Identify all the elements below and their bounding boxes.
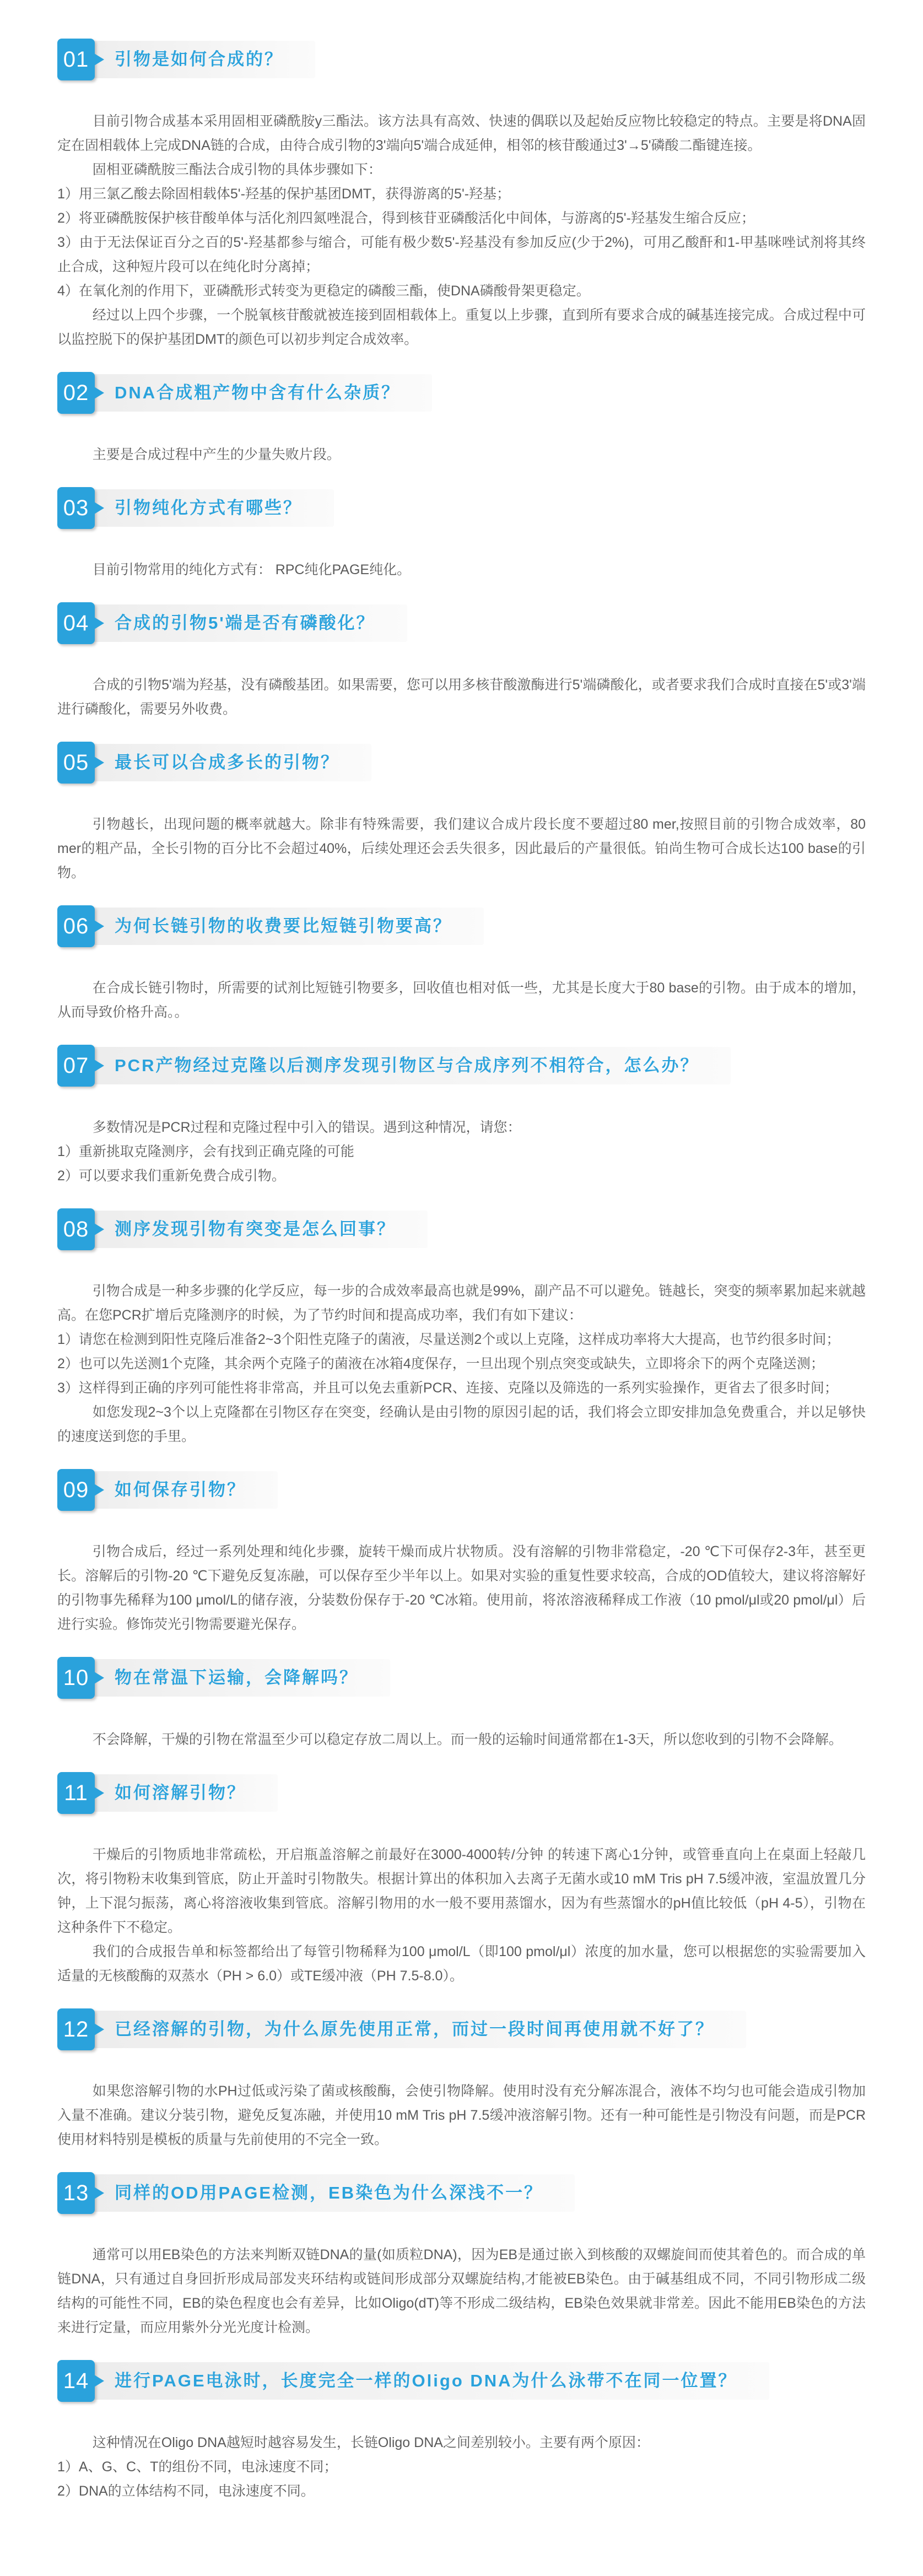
answer-paragraph: 在合成长链引物时，所需要的试剂比短链引物要多，回收值也相对低一些，尤其是长度大于80 base的引物。由于成本的增加，从而导致价格升高。。 [57,980,866,1020]
question-number-badge [57,372,95,414]
arrow-right-icon [94,1787,104,1799]
answer-block [57,2243,866,2340]
question-title: 如何溶解引物？ [57,1774,278,1812]
question-number: 10 [63,1665,89,1690]
question-number-badge [57,1772,95,1814]
faq-section [57,2360,866,2503]
arrow-right-icon [94,53,104,66]
answer-paragraph: 固相亚磷酰胺三酯法合成引物的具体步骤如下： [92,162,382,177]
question-header [57,742,866,784]
faq-section [57,1772,866,1988]
question-number: 06 [63,914,89,938]
answer-block [57,673,866,721]
question-number-badge [57,1208,95,1250]
answer-paragraph: 1）用三氯乙酸去除固相载体5'-羟基的保护基团DMT，获得游离的5'-羟基； [57,186,511,202]
question-header [57,2008,866,2050]
arrow-right-icon [94,502,104,514]
arrow-right-icon [94,387,104,399]
faq-section [57,742,866,885]
answer-block [57,109,866,352]
question-title: DNA合成粗产物中含有什么杂质？ [57,374,432,412]
question-title: 合成的引物5'端是否有磷酸化？ [57,604,407,642]
answer-block [57,1727,866,1752]
answer-block [57,2079,866,2152]
answer-paragraph: 通常可以用EB染色的方法来判断双链DNA的量(如质粒DNA)，因为EB是通过嵌入到核酸的双螺旋间而使其着色的。而合成的单链DNA，只有通过自身回折形成局部发夹环结构或链间形成部分双螺旋结构,才能被EB染色。由于碱基组成不同，不同引物形成二级结构的可能性不同，EB的染色程度也会有差异，比如Oligo(dT)等不形成二级结构，EB染色效果就非常差。因此不能用EB染色的方法来进行定量，而应用紫外分光光度计检测。 [57,2247,866,2335]
question-number: 04 [63,611,89,635]
question-title: 进行PAGE电泳时，长度完全一样的Oligo DNA为什么泳带不在同一位置？ [57,2362,769,2400]
question-number: 02 [63,380,89,405]
question-title: 引物是如何合成的？ [57,41,315,78]
answer-block [57,1843,866,1988]
arrow-right-icon [94,2375,104,2387]
arrow-right-icon [94,1223,104,1235]
answer-paragraph: 不会降解，干燥的引物在常温至少可以稳定存放二周以上。而一般的运输时间通常都在1-3天，所以您收到的引物不会降解。 [92,1732,843,1747]
answer-paragraph: 如您发现2~3个以上克隆都在引物区存在突变，经确认是由引物的原因引起的话，我们将会立即安排加急免费重合，并以足够快的速度送到您的手里。 [57,1405,866,1444]
question-header [57,372,866,414]
question-number-badge [57,2008,95,2050]
question-number-badge [57,602,95,644]
question-header [57,905,866,947]
faq-section [57,905,866,1024]
question-header [57,2360,866,2402]
answer-block [57,558,866,582]
question-header [57,487,866,529]
question-number-badge [57,39,95,80]
question-number-badge [57,1469,95,1511]
answer-paragraph: 这种情况在Oligo DNA越短时越容易发生，长链Oligo DNA之间差别较小。主要有两个原因： [92,2435,650,2450]
faq-section [57,1469,866,1637]
arrow-right-icon [94,617,104,629]
question-number: 14 [63,2368,89,2393]
faq-section [57,1208,866,1449]
question-number: 07 [63,1053,89,1078]
answer-paragraph: 2）可以要求我们重新免费合成引物。 [57,1168,285,1184]
arrow-right-icon [94,757,104,769]
answer-paragraph: 2）DNA的立体结构不同，电泳速度不同。 [57,2483,315,2499]
answer-block [57,1279,866,1449]
question-number: 12 [63,2017,89,2042]
question-number-badge [57,1045,95,1087]
question-header [57,1657,866,1699]
answer-paragraph: 4）在氧化剂的作用下，亚磷酰形式转变为更稳定的磷酸三酯，使DNA磷酸骨架更稳定。 [57,283,590,299]
faq-section [57,487,866,582]
answer-paragraph: 2）也可以先送测1个克隆，其余两个克隆子的菌液在冰箱4度保存，一旦出现个别点突变或缺失，立即将余下的两个克隆送测； [57,1356,824,1371]
question-header [57,602,866,644]
question-title: 测序发现引物有突变是怎么回事？ [57,1211,428,1248]
faq-section [57,2172,866,2340]
answer-block [57,2431,866,2503]
question-title: 引物纯化方式有哪些？ [57,489,334,527]
answer-paragraph: 我们的合成报告单和标签都给出了每管引物稀释为100 μmol/L（即100 pmol/μl）浓度的加水量，您可以根据您的实验需要加入适量的无核酸酶的双蒸水（PH > 6.0）或TE缓冲液（PH 7.5-8.0）。 [57,1944,866,1984]
answer-paragraph: 1）重新挑取克隆测序，会有找到正确克隆的可能 [57,1144,354,1159]
question-number-badge [57,905,95,947]
question-title: PCR产物经过克隆以后测序发现引物区与合成序列不相符合，怎么办？ [57,1047,731,1084]
answer-paragraph: 引物合成是一种多步骤的化学反应，每一步的合成效率最高也就是99%，副产品不可以避免。链越长，突变的频率累加起来就越高。在您PCR扩增后克隆测序的时候，为了节约时间和提高成功率，我们有如下建议： [57,1283,866,1323]
question-number: 11 [64,1780,88,1805]
answer-block [57,1115,866,1188]
answer-paragraph: 目前引物常用的纯化方式有： RPC纯化PAGE纯化。 [92,562,411,577]
question-number: 01 [63,47,89,72]
answer-block [57,1540,866,1637]
answer-paragraph: 干燥后的引物质地非常疏松，开启瓶盖溶解之前最好在3000-4000转/分钟 的转速下离心1分钟，或管垂直向上在桌面上轻敲几次，将引物粉末收集到管底，防止开盖时引物散失。根据计算出的体积加入去离子无菌水或10 mM Tris pH 7.5缓冲液，室温放置几分钟，上下混匀振荡，离心将溶液收集到管底。溶解引物用的水一般不要用蒸馏水，因为有些蒸馏水的pH值比较低（pH 4-5），引物在这种条件下不稳定。 [57,1847,866,1935]
arrow-right-icon [94,2023,104,2035]
answer-paragraph: 3）由于无法保证百分之百的5'-羟基都参与缩合，可能有极少数5'-羟基没有参加反应(少于2%)，可用乙酸酐和1-甲基咪唑试剂将其终止合成，这种短片段可以在纯化时分离掉； [57,235,866,274]
arrow-right-icon [94,1672,104,1684]
answer-paragraph: 合成的引物5'端为羟基，没有磷酸基团。如果需要，您可以用多核苷酸激酶进行5'端磷酸化，或者要求我们合成时直接在5'或3'端进行磷酸化，需要另外收费。 [57,677,866,717]
question-number: 09 [63,1477,89,1502]
question-number: 05 [63,750,89,775]
arrow-right-icon [94,1060,104,1072]
question-title: 同样的OD用PAGE检测，EB染色为什么深浅不一？ [57,2174,575,2212]
question-header [57,2172,866,2214]
answer-paragraph: 1）A、G、C、T的组份不同，电泳速度不同； [57,2459,338,2475]
question-header [57,1772,866,1814]
answer-paragraph: 1）请您在检测到阳性克隆后准备2~3个阳性克隆子的菌液，尽量送测2个或以上克隆，这样成功率将大大提高，也节约很多时间； [57,1332,840,1347]
answer-block [57,812,866,885]
answer-paragraph: 3）这样得到正确的序列可能性将非常高，并且可以免去重新PCR、连接、克隆以及筛选的一系列实验操作，更省去了很多时间； [57,1380,838,1396]
answer-paragraph: 引物合成后，经过一系列处理和纯化步骤，旋转干燥而成片状物质。没有溶解的引物非常稳定，-20 ℃下可保存2-3年，甚至更长。溶解后的引物-20 ℃下避免反复冻融，可以保存至少半年以上。如果对实验的重复性要求较高，合成的OD值较大，建议将溶解好的引物事先稀释为100 μmol/L的储存液，分装数份保存于-20 ℃冰箱。使用前，将浓溶液稀释成工作液（10 pmol/μl或20 pmol/μl）后进行实验。修饰荧光引物需要避光保存。 [57,1544,866,1632]
answer-block [57,442,866,467]
faq-section [57,1045,866,1188]
question-header [57,39,866,80]
answer-paragraph: 引物越长，出现问题的概率就越大。除非有特殊需要，我们建议合成片段长度不要超过80 mer,按照目前的引物合成效率，80 mer的粗产品，全长引物的百分比不会超过40%，后续处理还会丢失很多，因此最后的产量很低。铂尚生物可合成长达100 base的引物。 [57,817,866,881]
faq-section-list [57,39,866,2503]
question-number: 03 [63,495,89,520]
answer-paragraph: 如果您溶解引物的水PH过低或污染了菌或核酸酶，会使引物降解。使用时没有充分解冻混合，液体不均匀也可能会造成引物加入量不准确。建议分装引物，避免反复冻融，并使用10 mM Tris pH 7.5缓冲液溶解引物。还有一种可能性是引物没有问题，而是PCR使用材料特别是模板的质量与先前使用的不完全一致。 [57,2083,866,2147]
question-number-badge [57,2172,95,2214]
question-number-badge [57,1657,95,1699]
faq-section [57,39,866,352]
question-header [57,1045,866,1087]
arrow-right-icon [94,2187,104,2199]
answer-paragraph: 2）将亚磷酰胺保护核苷酸单体与活化剂四氮唑混合，得到核苷亚磷酸活化中间体，与游离的5'-羟基发生缩合反应； [57,210,755,226]
faq-section [57,602,866,721]
question-number-badge [57,487,95,529]
faq-section [57,372,866,467]
question-number-badge [57,2360,95,2402]
question-number: 13 [63,2180,89,2205]
question-number-badge [57,742,95,784]
question-number: 08 [63,1217,89,1241]
faq-section [57,2008,866,2152]
question-title: 如何保存引物？ [57,1471,278,1509]
question-title: 已经溶解的引物，为什么原先使用正常，而过一段时间再使用就不好了？ [57,2011,746,2048]
question-title: 为何长链引物的收费要比短链引物要高？ [57,908,484,945]
arrow-right-icon [94,920,104,932]
answer-paragraph: 多数情况是PCR过程和克隆过程中引入的错误。遇到这种情况，请您： [92,1120,521,1135]
answer-block [57,976,866,1024]
faq-section [57,1657,866,1752]
question-title: 物在常温下运输，会降解吗？ [57,1659,390,1697]
question-header [57,1469,866,1511]
question-title: 最长可以合成多长的引物？ [57,744,371,781]
answer-paragraph: 主要是合成过程中产生的少量失败片段。 [92,447,341,462]
answer-paragraph: 目前引物合成基本采用固相亚磷酰胺y三酯法。该方法具有高效、快速的偶联以及起始反应物比较稳定的特点。主要是将DNA固定在固相载体上完成DNA链的合成，由待合成引物的3'端向5'端合成延伸，相邻的核苷酸通过3'→5'磷酸二酯键连接。 [57,114,866,153]
answer-paragraph: 经过以上四个步骤，一个脱氧核苷酸就被连接到固相载体上。重复以上步骤，直到所有要求合成的碱基连接完成。合成过程中可以监控脱下的保护基团DMT的颜色可以初步判定合成效率。 [57,307,866,347]
question-header [57,1208,866,1250]
arrow-right-icon [94,1484,104,1496]
